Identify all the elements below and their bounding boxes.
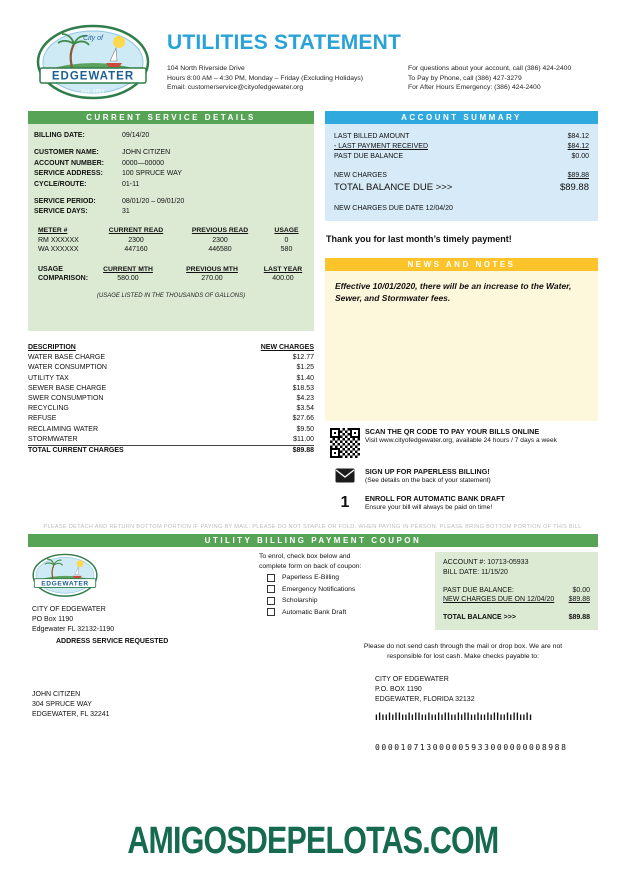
usage-label-line2: COMPARISON: (38, 275, 89, 282)
coupon-total-balance-label: TOTAL BALANCE >>> (443, 614, 516, 622)
current-service-details-header: CURRENT SERVICE DETAILS (28, 111, 314, 124)
account-number-row (34, 159, 308, 168)
enroll-option-row (235, 573, 425, 583)
usage-header-current-mth: CURRENT MTH (103, 265, 153, 273)
checkbox-automatic-bank-draft[interactable] (267, 608, 275, 616)
service-period-label: SERVICE PERIOD: (34, 197, 96, 205)
return-address-line: PO Box 1190 (32, 615, 74, 623)
info-item-paperless (325, 467, 598, 485)
customer-mailing-address (32, 690, 110, 719)
charge-amount: $27.66 (292, 415, 314, 423)
charge-row (28, 363, 314, 373)
info-item-qr (325, 427, 598, 458)
cash-note-line1: Please do not send cash through the mail or drop box. We are not (363, 643, 563, 650)
watermark-brand: AMIGOSDEPELOTAS.COM (126, 820, 498, 862)
contact-phone-questions: For questions about your account, call (386) 424-2400 (408, 65, 572, 72)
summary-row (334, 142, 589, 152)
logo-city-name: EDGEWATER (51, 70, 135, 83)
enroll-option-label: Automatic Bank Draft (282, 608, 347, 616)
charge-description: REFUSE (28, 415, 57, 423)
total-balance-due-row (334, 181, 589, 195)
billing-date-value: 09/14/20 (122, 132, 150, 139)
checkbox-scholarship[interactable] (267, 597, 275, 605)
current-service-details-panel (28, 124, 314, 331)
charges-total-label: TOTAL CURRENT CHARGES (28, 447, 124, 455)
customer-name-label: CUSTOMER NAME: (34, 149, 99, 156)
service-address-value: 100 SPRUCE WAY (122, 170, 182, 177)
meter-cell: 580 (280, 246, 293, 253)
meter-cell: 2300 (128, 236, 144, 244)
cash-warning-note (323, 642, 603, 662)
postal-barcode: ılıılıllıılıllıılıılıllıılıllıılıılıllıılıllıılı (375, 712, 533, 723)
enroll-option-row (235, 608, 425, 618)
summary-value: $0.00 (571, 153, 589, 160)
customer-name-row (34, 148, 308, 157)
cycle-route-value: 01-11 (122, 180, 140, 188)
billing-date-row (34, 131, 308, 140)
service-address-label: SERVICE ADDRESS: (34, 170, 103, 177)
customer-address-line: 304 SPRUCE WAY (32, 700, 92, 708)
meter-cell: RM XXXXXX (38, 236, 79, 244)
meter-cell: 2300 (212, 236, 228, 244)
usage-value: 400.00 (272, 275, 294, 282)
charge-amount: $1.40 (296, 374, 314, 382)
usage-note: (USAGE LISTED IN THE THOUSANDS OF GALLONS) (96, 292, 246, 299)
right-column (325, 111, 598, 521)
payment-coupon (28, 534, 598, 807)
charge-description: RECLAIMING WATER (28, 425, 99, 433)
enroll-option-label: Paperless E-Billing (282, 574, 340, 581)
info-sub-paperless: (See details on the back of your statement) (365, 477, 491, 484)
payment-coupon-header: UTILITY BILLING PAYMENT COUPON (28, 534, 598, 547)
service-days-row (34, 207, 308, 216)
customer-name-value: JOHN CITIZEN (122, 149, 171, 156)
charge-description: RECYCLING (28, 405, 69, 413)
info-title-qr: SCAN THE QR CODE TO PAY YOUR BILLS ONLINE (365, 427, 540, 436)
summary-row (334, 132, 589, 142)
charge-amount: $4.23 (296, 395, 314, 403)
return-address-line: Edgewater FL 32132-1190 (32, 625, 115, 633)
service-period-row (34, 197, 308, 206)
enroll-option-row (235, 596, 425, 606)
charge-row (28, 353, 314, 363)
customer-address-line: EDGEWATER, FL 32241 (32, 710, 110, 718)
usage-value: 580.00 (117, 275, 139, 282)
contact-phone-emergency: For After Hours Emergency: (386) 424-2400 (408, 84, 541, 92)
logo-sun-icon (113, 36, 125, 48)
billing-date-label: BILLING DATE: (34, 132, 85, 139)
total-balance-due-label: TOTAL BALANCE DUE >>> (334, 182, 453, 193)
coupon-return-address (32, 605, 168, 647)
usage-header-previous-mth: PREVIOUS MTH (186, 265, 238, 273)
usage-header-last-year: LAST YEAR (263, 265, 303, 273)
enroll-section (235, 552, 425, 617)
charge-amount: $18.53 (292, 384, 314, 392)
meter-header-usage: USAGE (274, 227, 299, 234)
service-days-value: 31 (122, 208, 130, 215)
enroll-intro-line2: complete form on back of coupon: (259, 562, 362, 570)
charge-row (28, 374, 314, 384)
address-service-requested: ADDRESS SERVICE REQUESTED (56, 638, 169, 646)
summary-value: $89.88 (567, 172, 589, 179)
usage-comparison-label (34, 265, 90, 284)
total-balance-due-value: $89.88 (559, 182, 589, 193)
charges-table (28, 343, 314, 456)
charge-description: STORMWATER (28, 435, 78, 443)
thank-you-message: Thank you for last month’s timely payment! (326, 234, 512, 244)
charge-row (28, 404, 314, 414)
checkbox-emergency-notifications[interactable] (267, 585, 275, 593)
coupon-total-balance-value: $89.88 (568, 614, 590, 622)
office-address: 104 North Riverside Drive (167, 65, 245, 72)
office-info-block (167, 64, 363, 93)
coupon-past-due-value: $0.00 (572, 586, 590, 594)
charge-amount: $12.77 (292, 354, 314, 362)
logo-est: Est. 1951 (81, 89, 105, 95)
usage-value: 270.00 (201, 275, 223, 282)
return-address-line: CITY OF EDGEWATER (32, 606, 106, 613)
coupon-bill-date: BILL DATE: 11/15/20 (443, 568, 508, 576)
qr-code-icon (330, 428, 360, 458)
charge-amount: $1.25 (296, 364, 314, 372)
office-hours: Hours 8:00 AM – 4:30 PM, Monday – Friday (Excluding Holidays) (167, 74, 364, 82)
service-days-label: SERVICE DAYS: (34, 208, 88, 215)
coupon-new-charges-row (443, 595, 590, 605)
summary-row (334, 152, 589, 162)
usage-comparison-columns (90, 265, 308, 284)
meter-cell: 0 (284, 236, 289, 244)
summary-label: - LAST PAYMENT RECEIVED (334, 143, 429, 150)
coupon-past-due-row (443, 586, 590, 596)
service-period-value: 08/01/20 – 09/01/20 (122, 197, 185, 205)
info-list (325, 427, 598, 512)
meter-cell: WA XXXXXX (38, 246, 79, 253)
summary-label: LAST BILLED AMOUNT (334, 133, 410, 140)
charges-header-amount: NEW CHARGES (260, 344, 314, 351)
charge-description: SWER CONSUMPTION (28, 395, 104, 403)
summary-row (334, 171, 589, 181)
summary-label: NEW CHARGES (334, 172, 387, 179)
meter-cell: 446580 (208, 246, 232, 253)
cycle-route-label: CYCLE/ROUTE: (34, 180, 87, 188)
summary-value: $84.12 (567, 133, 589, 140)
charge-row (28, 425, 314, 435)
customer-address-line: JOHN CITIZEN (32, 691, 81, 698)
account-summary-panel (325, 124, 598, 221)
pay-to-line: CITY OF EDGEWATER (375, 676, 449, 683)
footer (0, 820, 625, 863)
charge-row (28, 384, 314, 394)
charges-total-amount: $89.88 (292, 447, 314, 455)
coupon-total-balance-row (443, 613, 590, 623)
info-title-paperless: SIGN UP FOR PAPERLESS BILLING! (365, 467, 490, 476)
enroll-option-row (235, 585, 425, 595)
office-email: Email: customerservice@cityofedgewater.org (167, 84, 304, 92)
charge-description: SEWER BASE CHARGE (28, 384, 107, 392)
meter-header-previous-read: PREVIOUS READ (191, 227, 249, 234)
charge-row (28, 394, 314, 404)
detach-notice: PLEASE DETACH AND RETURN BOTTOM PORTION IF PAYING BY MAIL. PLEASE DO NOT STAPLE OR FOLD. WHEN PAYING IN PERSON, PLEASE BRING BOTTOM PORTION OF THIS BILL (43, 524, 582, 530)
charge-row (28, 414, 314, 424)
charge-amount: $3.54 (296, 405, 314, 413)
meter-table (34, 226, 308, 255)
service-address-row (34, 169, 308, 178)
cycle-route-row (34, 180, 308, 189)
news-and-notes-panel (325, 271, 598, 421)
account-number-value: 0000—00000 (122, 159, 165, 167)
envelope-icon (335, 468, 355, 483)
ocr-scan-line: 000010713000005933000000008988 (375, 743, 568, 752)
contact-phone-pay: To Pay by Phone, call (386) 427-3279 (408, 74, 522, 82)
new-charges-due-date: NEW CHARGES DUE DATE 12/04/20 (334, 205, 453, 212)
info-sub-bank-draft: Ensure your bill will always be paid on time! (365, 504, 493, 511)
info-item-bank-draft (325, 494, 598, 512)
news-message: Effective 10/01/2020, there will be an increase to the Water, Sewer, and Stormwater fees. (335, 281, 572, 303)
meter-header-meter: METER # (38, 227, 68, 234)
charges-header-row (28, 343, 314, 353)
account-number-label: ACCOUNT NUMBER: (34, 159, 104, 167)
charge-amount: $11.00 (293, 435, 314, 443)
usage-comparison (34, 265, 308, 284)
enroll-option-label: Scholarship (282, 597, 318, 604)
coupon-new-charges-label: NEW CHARGES DUE ON 12/04/20 (443, 596, 555, 604)
enroll-intro-line1: To enrol, check box below and (259, 553, 351, 560)
coupon-account-number: ACCOUNT #: 10713-05933 (443, 559, 529, 566)
charge-description: UTILITY TAX (28, 374, 69, 382)
left-column (28, 111, 314, 456)
edgewater-city-logo-small (32, 553, 98, 601)
charges-total-row (28, 446, 314, 456)
usage-label-line1: USAGE (38, 265, 63, 273)
charge-description: WATER BASE CHARGE (28, 354, 106, 362)
pay-to-address (375, 675, 475, 704)
enroll-option-label: Emergency Notifications (282, 585, 356, 593)
summary-value: $84.12 (567, 143, 589, 150)
checkbox-paperless-e-billing[interactable] (267, 574, 275, 582)
logo-city-of: City of (83, 35, 103, 42)
contact-info-block (408, 64, 571, 93)
pay-to-line: P.O. BOX 1190 (375, 685, 422, 693)
charges-header-description: DESCRIPTION (28, 344, 76, 351)
page-title: UTILITIES STATEMENT (167, 31, 402, 54)
coupon-account-box (435, 552, 598, 630)
cash-note-line2: responsible for lost cash. Make checks payable to: (387, 652, 539, 660)
info-title-bank-draft: ENROLL FOR AUTOMATIC BANK DRAFT (365, 494, 505, 503)
coupon-new-charges-value: $89.88 (568, 596, 590, 604)
pay-to-line: EDGEWATER, FLORIDA 32132 (375, 695, 475, 703)
edgewater-city-logo (36, 24, 150, 106)
info-sub-qr: Visit www.cityofedgewater.org, available 24 hours / 7 days a week (365, 437, 557, 444)
number-one-icon: 1 (340, 494, 350, 511)
charge-amount: $9.50 (296, 425, 314, 433)
meter-header-current-read: CURRENT READ (108, 227, 164, 234)
coupon-past-due-label: PAST DUE BALANCE: (443, 586, 514, 594)
summary-label: PAST DUE BALANCE (334, 153, 403, 160)
charge-description: WATER CONSUMPTION (28, 364, 107, 372)
news-and-notes-header: NEWS AND NOTES (325, 258, 598, 271)
account-summary-header: ACCOUNT SUMMARY (325, 111, 598, 124)
meter-cell: 447160 (124, 246, 148, 253)
logo-city-name: EDGEWATER (41, 580, 89, 588)
charge-row (28, 435, 314, 446)
